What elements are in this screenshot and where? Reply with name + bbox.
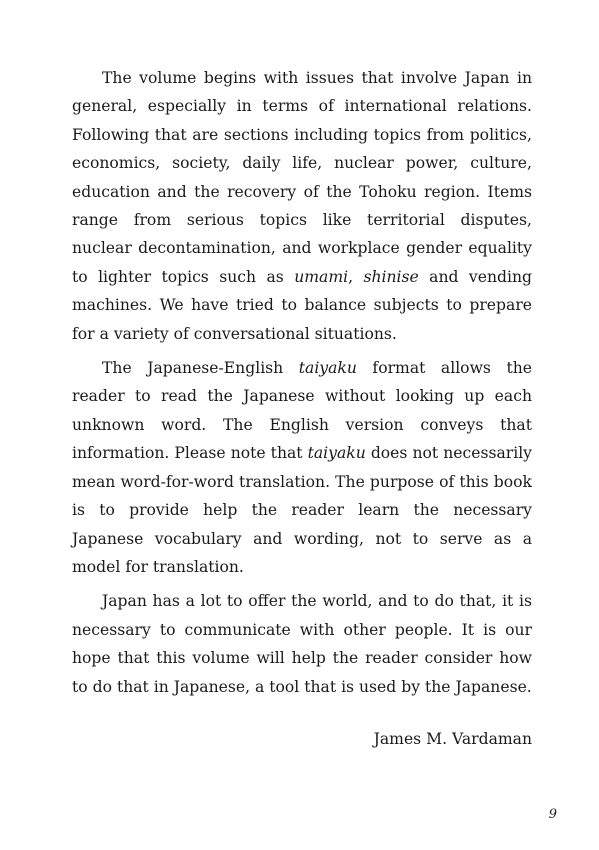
author-signature: James M. Vardaman bbox=[373, 729, 532, 748]
text-run: Japan has a lot to offer the world, and to do that, it is necessary to communicate with other people. It is our hope that this volume will help the reader consider how to do that in Japanese, a tool that is used by the Japanese. bbox=[72, 592, 532, 696]
text-run: does not necessarily mean word-for-word translation. The purpose of this book is to provide help the reader learn the necessary Japanese vocabulary and wording, not to serve as a model for translation. bbox=[72, 444, 532, 576]
paragraph bbox=[72, 64, 532, 348]
text-run: and vending machines. We have tried to balance subjects to prepare for a variety of conversational situations. bbox=[72, 267, 532, 343]
paragraph bbox=[72, 587, 532, 701]
page-number: 9 bbox=[548, 807, 557, 822]
text-run: The volume begins with issues that involve Japan in general, especially in terms of international relations. Following that are sections including topics from politics, economics, society, daily life, nuclear power, culture, education and the recovery of the Tohoku region. Items range from serious topics like territorial disputes, nuclear decontamination, and workplace gender equality to lighter topics such as bbox=[72, 69, 532, 286]
text-run: , bbox=[348, 267, 364, 286]
body-text bbox=[72, 64, 532, 701]
paragraph bbox=[72, 354, 532, 581]
italic-term: taiyaku bbox=[307, 444, 366, 463]
italic-term: shinise bbox=[363, 267, 419, 286]
italic-term: umami bbox=[294, 267, 349, 286]
text-run: format allows the reader to read the Japanese without looking up each unknown word. The English version conveys that information. Please note that bbox=[72, 359, 532, 463]
document-page bbox=[72, 64, 532, 753]
text-run: The Japanese-English bbox=[102, 359, 299, 378]
italic-term: taiyaku bbox=[298, 359, 357, 378]
